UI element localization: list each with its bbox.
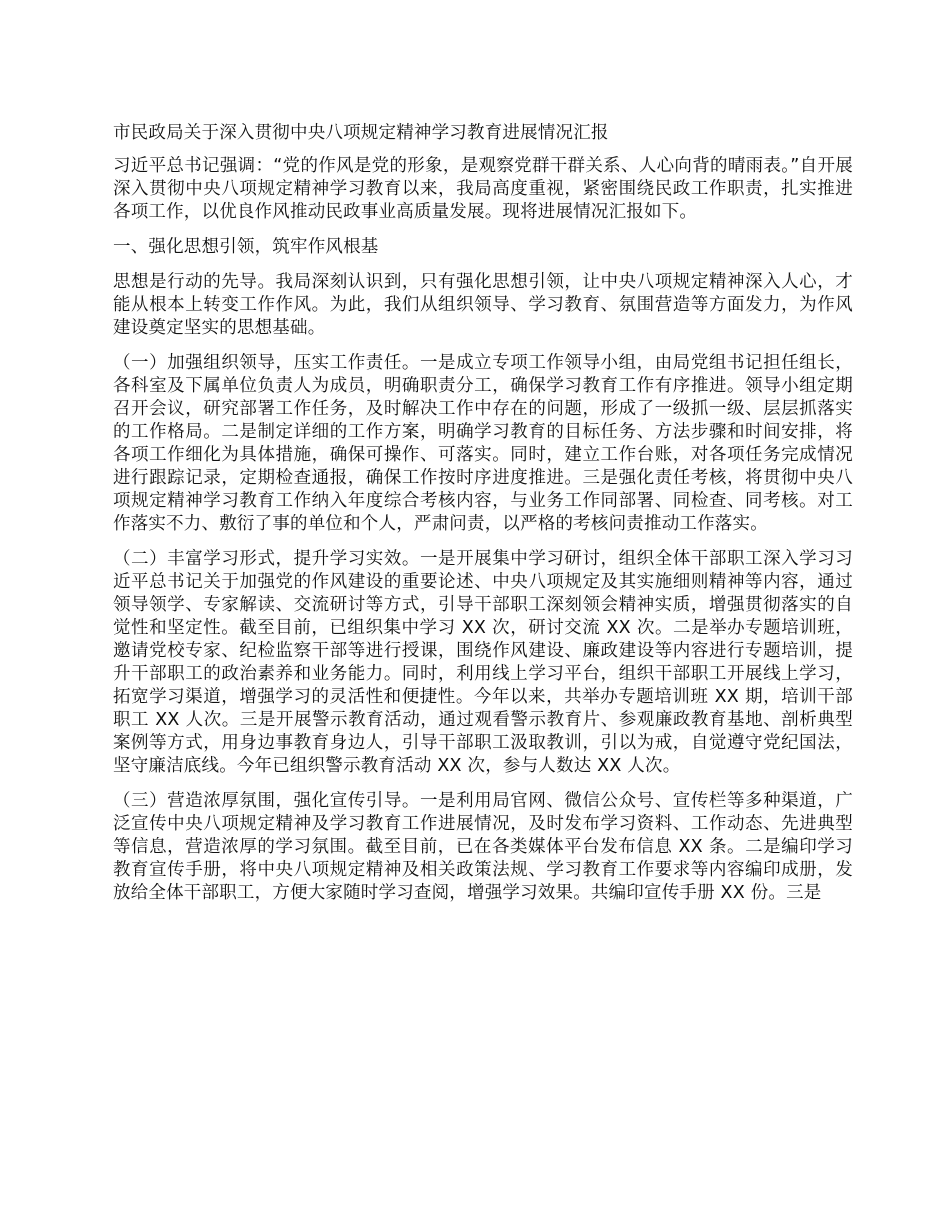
subsection-2-paragraph: （二）丰富学习形式，提升学习实效。一是开展集中学习研讨，组织全体干部职工深入学习习近平总书记关于加强党的作风建设的重要论述、中央八项规定及其实施细则精神等内容，通过领导领学、专家解读、交流研讨等方式，引导干部职工深刻领会精神实质，增强贯彻落实的自觉性和坚定性。截至目前，已组织集中学习 XX 次，研讨交流 XX 次。二是举办专题培训班，邀请党校专家、纪检监察干部等进行授课，围绕作风建设、廉政建设等内容进行专题培训，提升干部职工的政治素养和业务能力。同时，利用线上学习平台，组织干部职工开展线上学习，拓宽学习渠道，增强学习的灵活性和便捷性。今年以来，共举办专题培训班 XX 期，培训干部职工 XX 人次。三是开展警示教育活动，通过观看警示教育片、参观廉政教育基地、剖析典型案例等方式，用身边事教育身边人，引导干部职工汲取教训，引以为戒，自觉遵守党纪国法，坚守廉洁底线。今年已组织警示教育活动 XX 次，参与人数达 XX 人次。	[113, 549, 853, 776]
subsection-3-paragraph: （三）营造浓厚氛围，强化宣传引导。一是利用局官网、微信公众号、宣传栏等多种渠道，广泛宣传中央八项规定精神及学习教育工作进展情况，及时发布学习资料、工作动态、先进典型等信息，营造浓厚的学习氛围。截至目前，已在各类媒体平台发布信息 XX 条。二是编印学习教育宣传手册，将中央八项规定精神及相关政策法规、学习教育工作要求等内容编印成册，发放给全体干部职工，方便大家随时学习查阅，增强学习效果。共编印宣传手册 XX 份。三是	[113, 791, 853, 903]
document-title: 市民政局关于深入贯彻中央八项规定精神学习教育进展情况汇报	[113, 123, 609, 143]
subsection-1-paragraph: （一）加强组织领导，压实工作责任。一是成立专项工作领导小组，由局党组书记担任组长，各科室及下属单位负责人为成员，明确职责分工，确保学习教育工作有序推进。领导小组定期召开会议，研究部署工作任务，及时解决工作中存在的问题，形成了一级抓一级、层层抓落实的工作格局。二是制定详细的工作方案，明确学习教育的目标任务、方法步骤和时间安排，将各项工作细化为具体措施，确保可操作、可落实。同时，建立工作台账，对各项任务完成情况进行跟踪记录，定期检查通报，确保工作按时序进度推进。三是强化责任考核，将贯彻中央八项规定精神学习教育工作纳入年度综合考核内容，与业务工作同部署、同检查、同考核。对工作落实不力、敷衍了事的单位和个人，严肃问责，以严格的考核问责推动工作落实。	[113, 353, 853, 534]
section-1-heading: 一、强化思想引领，筑牢作风根基	[113, 237, 379, 257]
intro-paragraph: 习近平总书记强调：“党的作风是党的形象，是观察党群干群关系、人心向背的晴雨表。”自开展深入贯彻中央八项规定精神学习教育以来，我局高度重视，紧密围绕民政工作职责，扎实推进各项工作，以优良作风推动民政事业高质量发展。现将进展情况汇报如下。	[113, 156, 853, 222]
document-page	[113, 122, 853, 917]
section-1-paragraph: 思想是行动的先导。我局深刻认识到，只有强化思想引领，让中央八项规定精神深入人心，才能从根本上转变工作作风。为此，我们从组织领导、学习教育、氛围营造等方面发力，为作风建设奠定坚实的思想基础。	[113, 272, 853, 338]
